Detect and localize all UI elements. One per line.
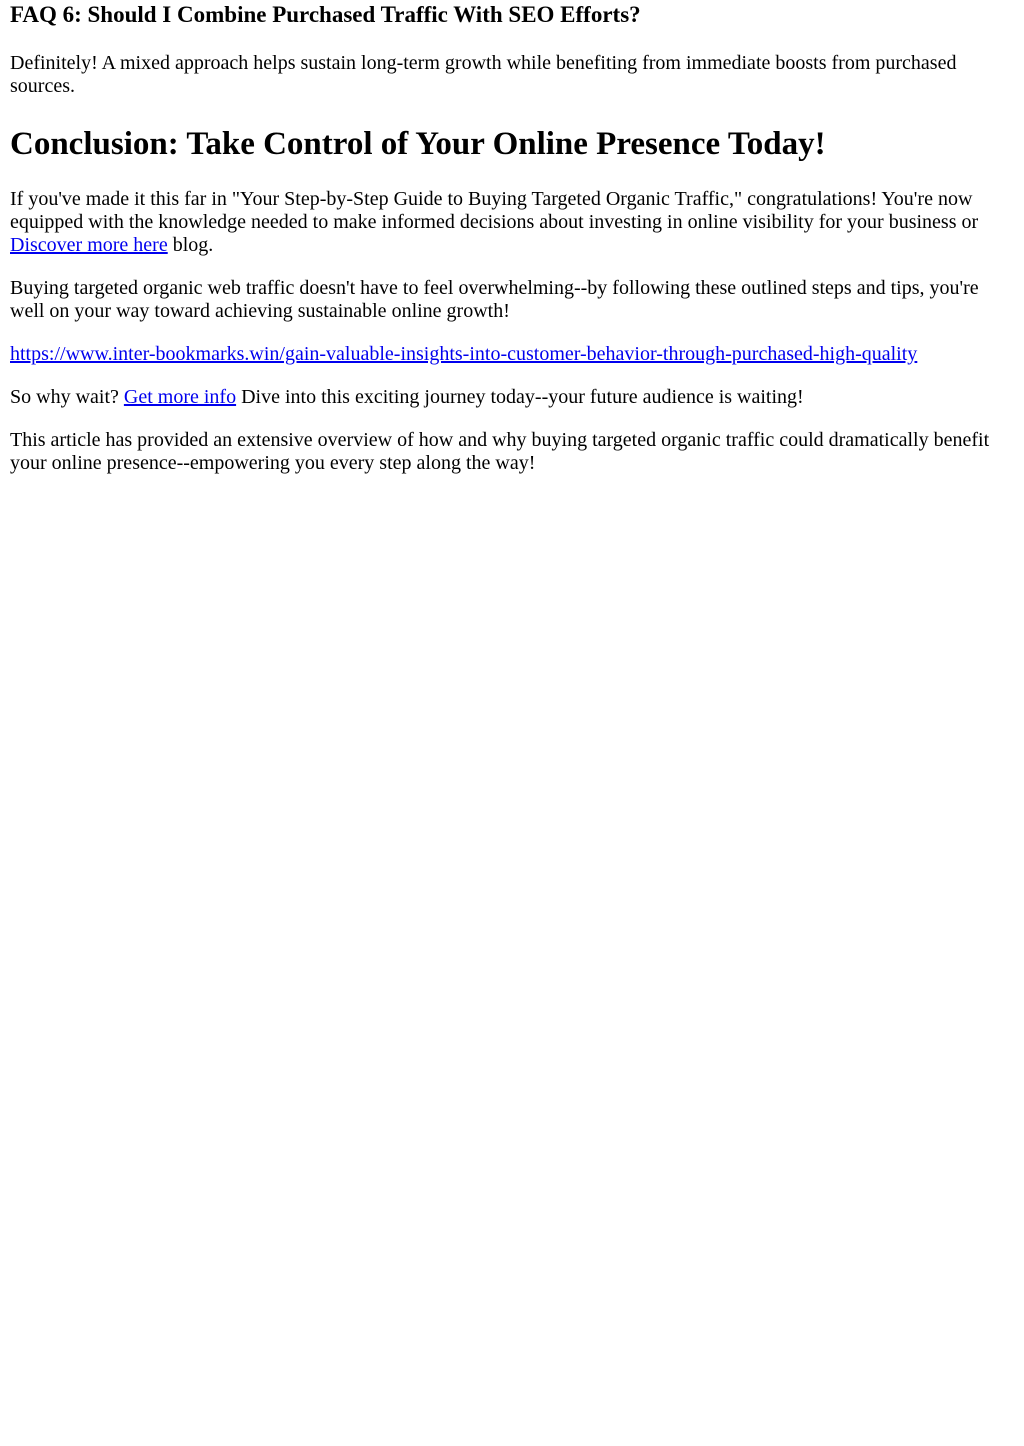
cta-before: So why wait? xyxy=(10,386,124,408)
closing-paragraph: This article has provided an extensive overview of how and why buying targeted organic traffic could dramatically benefit your online presence--empowering you every step along the way! xyxy=(10,429,990,474)
article-body xyxy=(0,0,1024,475)
call-to-action-paragraph xyxy=(10,386,1014,409)
discover-more-link[interactable]: Discover more here xyxy=(10,234,168,256)
faq-answer: Definitely! A mixed approach helps sustain long-term growth while benefiting from immediate boosts from purchased sources. xyxy=(10,52,957,97)
url-paragraph xyxy=(10,343,1014,366)
inter-bookmarks-link[interactable]: https://www.inter-bookmarks.win/gain-valuable-insights-into-customer-behavior-through-purchased-high-quality xyxy=(10,343,918,365)
conclusion-paragraph-1 xyxy=(10,188,1014,257)
conclusion-paragraph-2: Buying targeted organic web traffic doesn't have to feel overwhelming--by following these outlined steps and tips, you're well on your way toward achieving sustainable online growth! xyxy=(10,277,979,322)
conclusion-paragraph-1-after: blog. xyxy=(167,234,214,256)
cta-after: Dive into this exciting journey today--your future audience is waiting! xyxy=(236,386,804,408)
get-more-info-link[interactable]: Get more info xyxy=(123,386,237,408)
faq-heading: FAQ 6: Should I Combine Purchased Traffic With SEO Efforts? xyxy=(10,2,641,27)
conclusion-heading: Conclusion: Take Control of Your Online Presence Today! xyxy=(10,126,826,162)
conclusion-paragraph-1-text: If you've made it this far in "Your Step-by-Step Guide to Buying Targeted Organic Traffic," congratulations! You're now equipped with the knowledge needed to make informed decisions about investing in online visibility for your business or xyxy=(10,188,979,233)
